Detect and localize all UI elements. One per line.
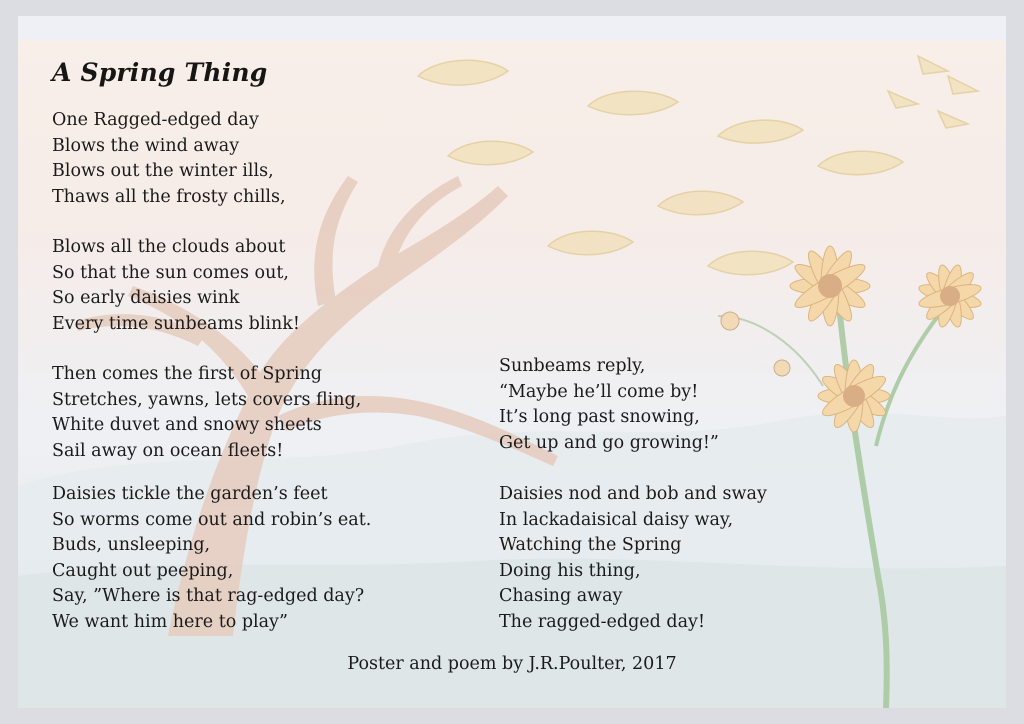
poem-line: Blows the wind away — [52, 135, 240, 156]
stanza-3 — [52, 362, 361, 464]
poem-line: Daisies nod and bob and sway — [499, 484, 767, 504]
poem-line: Chasing away — [499, 586, 623, 606]
poem-line: Thaws all the frosty chills, — [52, 186, 286, 207]
poem-line: So that the sun comes out, — [52, 262, 289, 283]
poem-line: Sunbeams reply, — [499, 356, 646, 376]
poem-line: Doing his thing, — [499, 560, 641, 581]
stanza-2 — [52, 235, 300, 337]
poster — [18, 16, 1006, 708]
poem-line: Buds, unsleeping, — [52, 535, 211, 555]
stanza-4 — [52, 482, 371, 635]
poem-title: A Spring Thing — [52, 58, 268, 87]
poem-line: Then comes the first of Spring — [52, 364, 323, 384]
poem-line: Every time sunbeams blink! — [52, 313, 300, 334]
poem-line: Say, ”Where is that rag-edged day? — [52, 586, 365, 606]
stanza-5 — [499, 354, 719, 456]
poem-line: We want him here to play” — [52, 611, 288, 632]
poem-line: Daisies tickle the garden’s feet — [52, 484, 328, 504]
stanza-6 — [499, 482, 767, 635]
poem-line: “Maybe he’ll come by! — [499, 381, 699, 402]
poem-line: So worms come out and robin’s eat. — [52, 509, 372, 530]
poem-line: Caught out peeping, — [52, 560, 234, 581]
poster-credit: Poster and poem by J.R.Poulter, 2017 — [347, 654, 677, 674]
poem-line: Blows out the winter ills, — [52, 161, 274, 181]
poem-line: The ragged-edged day! — [499, 611, 705, 632]
poem-line: White duvet and snowy sheets — [52, 415, 322, 435]
poem-line: It’s long past snowing, — [499, 407, 700, 427]
poem-line: Stretches, yawns, lets covers fling, — [52, 389, 362, 410]
poem-line: Blows all the clouds about — [52, 237, 286, 257]
poem-line: In lackadaisical daisy way, — [499, 509, 734, 530]
stanza-1 — [52, 108, 286, 210]
poem-line: Sail away on ocean fleets! — [52, 440, 284, 461]
poem-line: So early daisies wink — [52, 288, 240, 308]
poem-line: Get up and go growing!” — [499, 432, 719, 453]
poem-line: Watching the Spring — [499, 535, 682, 555]
poem-line: One Ragged-edged day — [52, 110, 259, 130]
flying-leaves — [418, 56, 978, 275]
